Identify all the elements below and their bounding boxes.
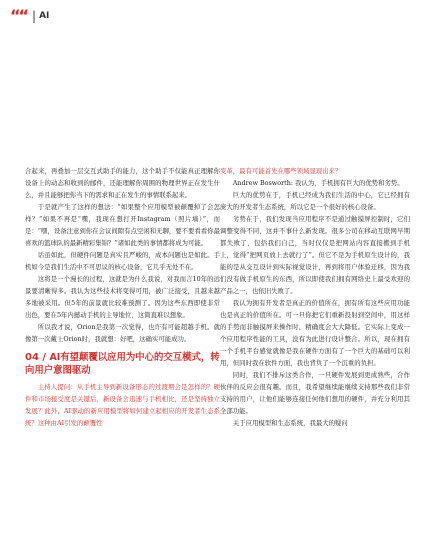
right-paragraph-1 bbox=[220, 177, 410, 189]
left-paragraph-3: 话虽如此，但硬件问题是真实且严峻的，成本问题也是如此。手机如今是我们生活中不可思议的核心设备，它几乎无处不在。 bbox=[25, 251, 220, 271]
right-paragraph-1-text: 我认为，手机拥有巨大的优势和劣势。 bbox=[295, 179, 404, 187]
left-paragraph-5: 所以我才说，Orion是我第一次觉得，也许有可能超越手机。就像第一次戴上Orion时，我就想：好吧，这确实可能成功。 bbox=[25, 323, 220, 343]
left-paragraph-2: 于是就产生了这样的想法：“如果整个应用模型被颠覆掉了会怎样？”如果不再是“嘿，我现在想打开Instagram（照片墙）”，而是：“嘿，设备注意到你在会议间隙有点空闲和无聊，要不要看看你最喜欢的篮球队的最新精彩集锦？”诸如此类的事情都将成为可能。 bbox=[25, 203, 220, 247]
right-paragraph-3: 劣势在于，我们发现当应用程序不是通过触摸屏控制时，它们调整变得不同，这并不事什么新发现。很多公司在移动互联网早期都失败了，包括我们自己，当时仅仅是把网站内容直接搬到手机上，觉得“把网页放上去就行了”。但它不是为手机原生设计的，我能的是从交互设计到实际视觉设计，再到将用户体验迁移，因为我们没有做手机原生的东西，所以即使我们拥有网络史上最受欢迎的产品之一，也依旧失败了。 bbox=[220, 215, 410, 295]
left-paragraph-4: 这将是一个漫长的过程，这就是为什么我说，对我而言10年的远景要清晰得多。我认为这些技术将变得可用，被广泛接受，且越来越多地被采用。但5年的前景就比较难预测了。因为这些东西即使非常出色，要在5年内撼动手机的主导地位，这简直难以想象。 bbox=[25, 275, 220, 319]
right-paragraph-6: 关于应用模型和生态系统，我最大的疑问 bbox=[232, 419, 348, 427]
section-tag: AI bbox=[39, 11, 50, 21]
left-column bbox=[25, 165, 220, 429]
host-question-continued: 变革，最有可能首先在哪些领域显现出来？ bbox=[220, 167, 342, 175]
section-title: AI有望颠覆以应用为中心的交互模式，转向用户意图驱动 bbox=[25, 352, 220, 376]
quote-mark-logo: ““ bbox=[10, 6, 28, 25]
right-paragraph-2: 巨大的优势在于，手机已经成为我们生活的中心，它已经拥有庞大的开发者生态系统，所以它是一个很好的核心设备。 bbox=[220, 191, 410, 211]
section-heading bbox=[25, 351, 220, 377]
right-paragraph-5: 同时，我们不排斥这类合作，一旦硬件发展到更成熟些，合作伙伴的反应会很有趣。而且，我希望继续能继续支持那些我们非常支持的用户，让他们能够连接任何他们想用的硬件，并充分利用其全部功能。 bbox=[220, 371, 410, 415]
right-column bbox=[220, 165, 410, 429]
section-number: 04 / bbox=[25, 352, 50, 363]
host-question: 主持人提问：从手机主导到新设备形态的过渡期会是怎样的？硬件和市场接受度是关键后，新设备会迅速与手机相比，还是坚持独立发展？此外，AI驱动的新应用模型将如何建立起相应的开发者生态系统？这种由AI引发的颠覆性 bbox=[25, 383, 220, 427]
header-divider: | bbox=[32, 9, 37, 23]
page-header bbox=[10, 6, 49, 26]
speaker-name: Andrew Bosworth: bbox=[232, 179, 293, 187]
left-paragraph-1: 合起来，再叠加一层交互式助手的能力，这个助手不仅能真正理解你设备上的动态和收到的邮件，还能理解你周围的物理世界正在发生什么，并且能够把你当下的需求和正在发生的事情联系起来。 bbox=[25, 167, 220, 199]
right-paragraph-4: 我认为拥有开发者是真正的价值所在，拥有所有这些应用功能也是真正的价值所在。可一旦你把它们重新投射到空间中，用这样的手势而非触摸屏来操作时，精确度会大大降低。它实际上变成一个应用程序性能的工具，没有为此进行设计整合。所以，现在拥有一个手机平台感觉就像是我在硬件方面有了一个巨大的基础可以利用，但同时我在软件方面，我也背负了一个沉重的负担。 bbox=[220, 299, 410, 367]
